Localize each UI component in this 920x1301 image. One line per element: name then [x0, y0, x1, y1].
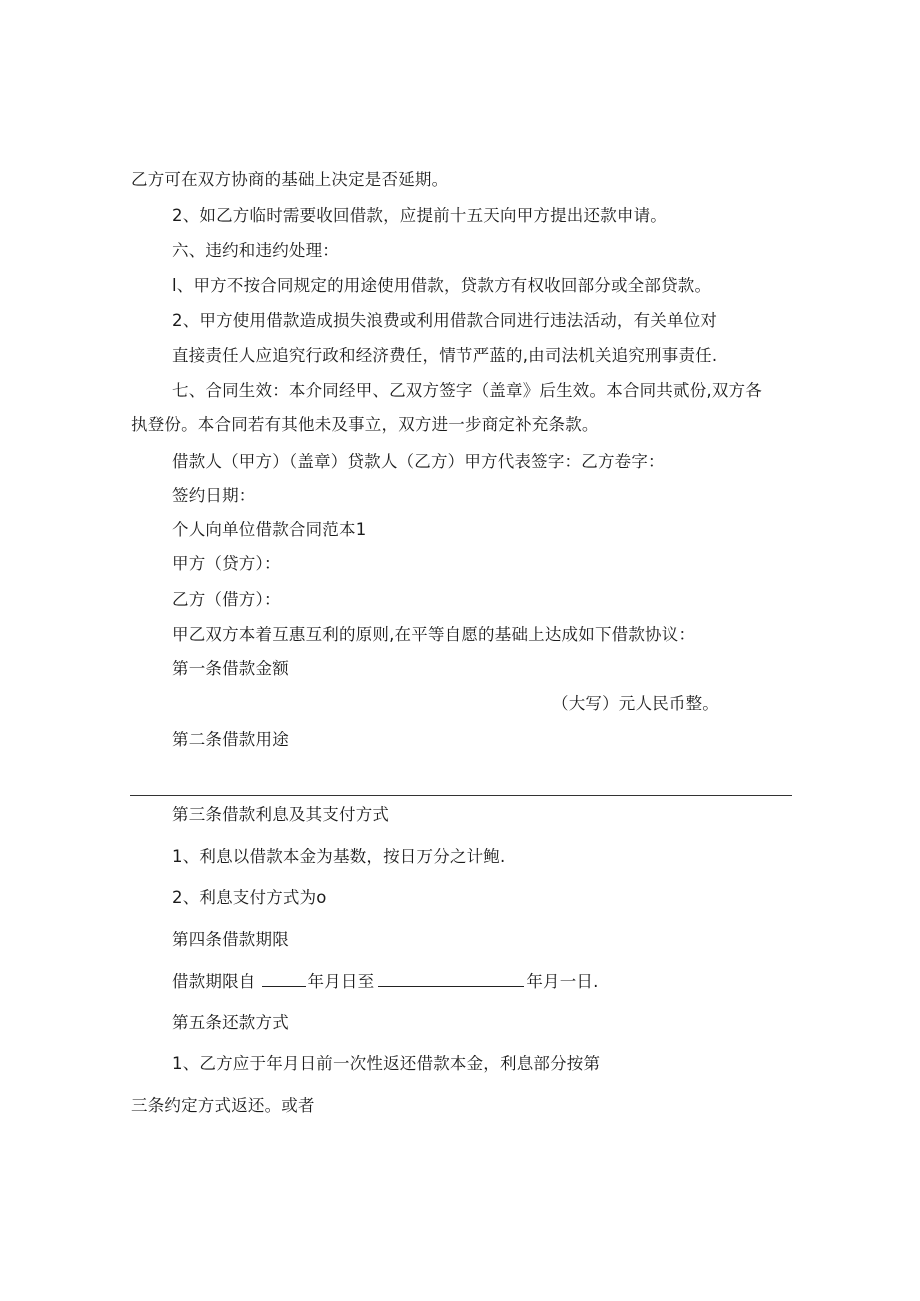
contract-title: 个人向单位借款合同范本1: [172, 520, 367, 539]
agreement-preamble: 甲乙双方本着互惠互利的原则,在平等自愿的基础上达成如下借款协议：: [172, 625, 696, 644]
blank-field: [262, 970, 306, 987]
interest-clause-2: 2、利息支付方式为o: [172, 888, 327, 907]
interest-clause-1: 1、利息以借款本金为基数，按日万分之计鲍.: [172, 847, 506, 866]
article-1-heading: 第一条借款金额: [172, 659, 289, 678]
clause-breach-2: 2、甲方使用借款造成损失浪费或利用借款合同进行违法活动，有关单位对: [172, 311, 718, 330]
party-b-borrower: 乙方（借方）：: [172, 590, 281, 609]
loan-term-to: 年月日至: [307, 972, 375, 991]
article-2-heading: 第二条借款用途: [172, 730, 289, 749]
party-a-lender: 甲方（贷方）：: [172, 554, 281, 573]
section-heading-breach: 六、违约和违约处理：: [172, 241, 339, 260]
clause-breach-2-cont: 直接责任人应追究行政和经济费任，情节严蓝的,由司法机关追究刑事责任.: [172, 346, 718, 365]
article-5-heading: 第五条还款方式: [172, 1013, 289, 1032]
article-3-heading: 第三条借款利息及其支付方式: [172, 805, 390, 824]
horizontal-rule: [130, 795, 792, 796]
section-effectiveness: 七、合同生效：本介同经甲、乙双方签字（盖章》后生效。本合同共贰份,双方各: [172, 381, 762, 400]
blank-field: [378, 970, 524, 987]
signing-date: 签约日期：: [172, 486, 256, 505]
clause-breach-1: l、甲方不按合同规定的用途使用借款，贷款方有权收回部分或全部贷款。: [172, 276, 712, 295]
repayment-clause-1: 1、乙方应于年月日前一次性返还借款本金，利息部分按第: [172, 1054, 601, 1073]
section-effectiveness-cont: 执登份。本合同若有其他未及事立，双方进一步商定补充条款。: [131, 415, 599, 434]
article-4-heading: 第四条借款期限: [172, 930, 289, 949]
repayment-clause-1-cont: 三条约定方式返还。或者: [131, 1096, 315, 1115]
loan-term-line: [172, 970, 599, 993]
clause-repayment-request: 2、如乙方临时需要收回借款，应提前十五天向甲方提出还款申请。: [172, 206, 667, 225]
signature-line: 借款人（甲方）（盖章）贷款人（乙方）甲方代表签字：乙方卷字：: [172, 452, 665, 471]
paragraph-line: 乙方可在双方协商的基础上决定是否延期。: [131, 170, 449, 189]
loan-amount-text: （大写）元人民币整。: [552, 694, 719, 713]
loan-term-from: 借款期限自: [172, 972, 256, 991]
loan-term-end: 年月一日.: [526, 972, 599, 991]
